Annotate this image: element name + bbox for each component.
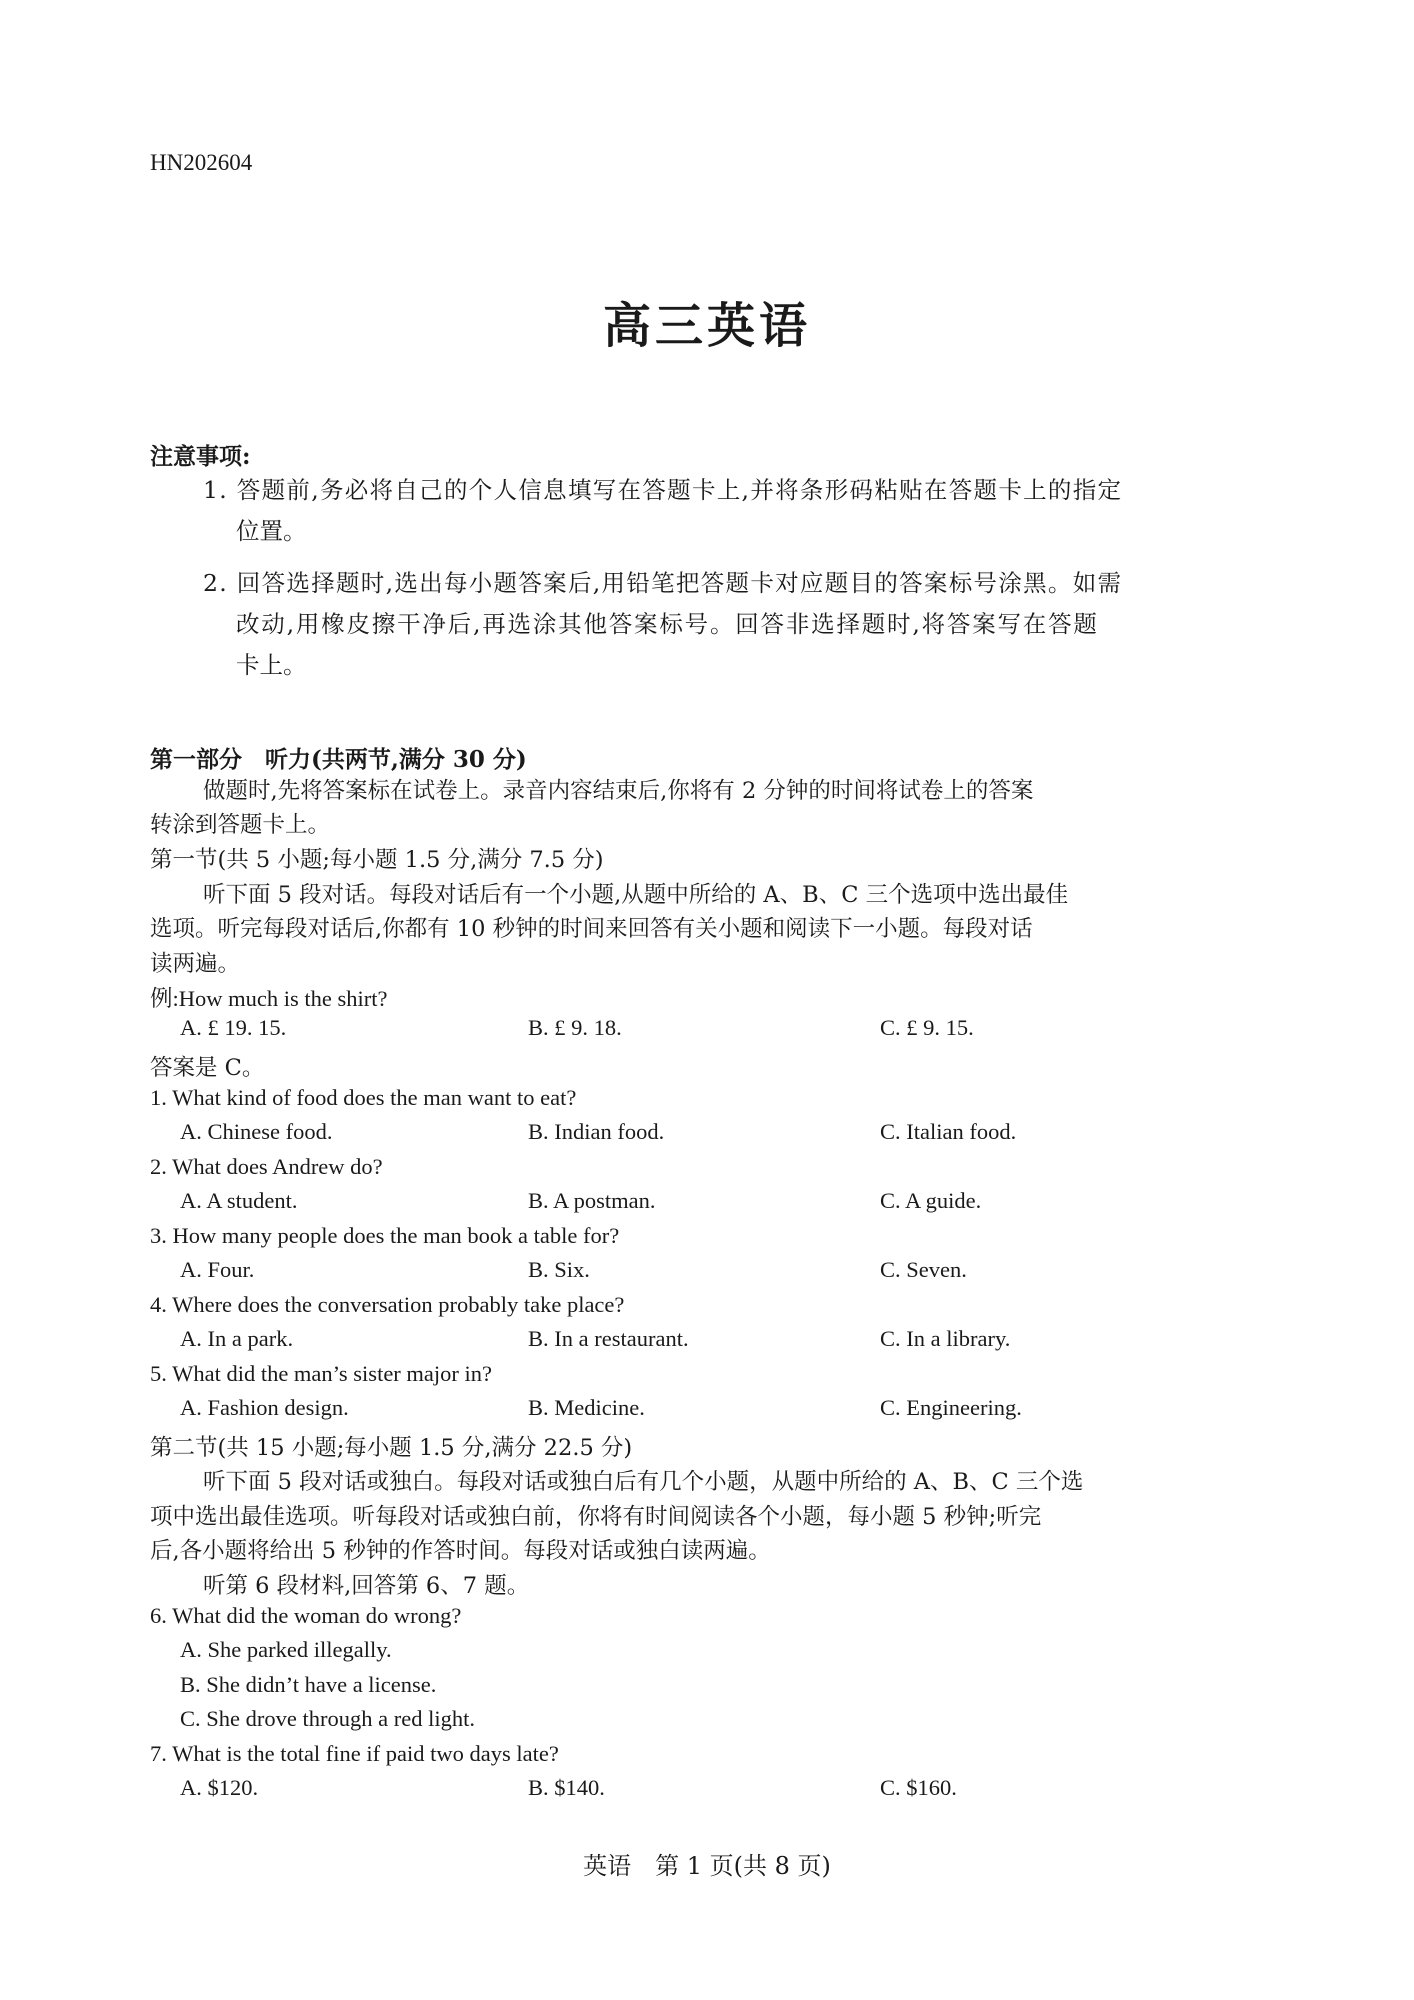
section1-intro-line-3: 读两遍。 — [150, 951, 241, 977]
question-4-option-a: A. In a park. — [180, 1326, 294, 1351]
example-question: 例:How much is the shirt? — [150, 986, 388, 1011]
page-title: 高三英语 — [602, 298, 811, 354]
question-4: 4. Where does the conversation probably take place? — [150, 1292, 625, 1317]
question-4-option-c: C. In a library. — [880, 1326, 1011, 1351]
notice-item-1-line-2: 位置。 — [236, 517, 307, 545]
material-6-instruction: 听第 6 段材料,回答第 6、7 题。 — [203, 1573, 530, 1599]
question-4-option-b: B. In a restaurant. — [528, 1326, 689, 1351]
question-5-option-c: C. Engineering. — [880, 1395, 1022, 1420]
question-1: 1. What kind of food does the man want to eat? — [150, 1085, 577, 1110]
question-3: 3. How many people does the man book a table for? — [150, 1223, 620, 1248]
page-footer: 英语 第 1 页(共 8 页) — [583, 1852, 831, 1880]
question-2-option-c: C. A guide. — [880, 1188, 982, 1213]
question-7-option-a: A. $120. — [180, 1775, 259, 1800]
question-7-option-b: B. $140. — [528, 1775, 605, 1800]
question-5-option-b: B. Medicine. — [528, 1395, 645, 1420]
question-6-option-c: C. She drove through a red light. — [180, 1706, 475, 1731]
notice-item-2-line-1: 2. 回答选择题时,选出每小题答案后,用铅笔把答题卡对应题目的答案标号涂黑。如需 — [203, 569, 1123, 597]
notice-item-2-line-3: 卡上。 — [236, 651, 307, 679]
question-1-option-c: C. Italian food. — [880, 1119, 1017, 1144]
section1-heading: 第一节(共 5 小题;每小题 1.5 分,满分 7.5 分) — [150, 847, 604, 873]
question-5-option-a: A. Fashion design. — [180, 1395, 349, 1420]
part1-intro-line-1: 做题时,先将答案标在试卷上。录音内容结束后,你将有 2 分钟的时间将试卷上的答案 — [203, 778, 1034, 804]
example-option-a: A. £ 19. 15. — [180, 1015, 287, 1040]
question-6-option-a: A. She parked illegally. — [180, 1637, 392, 1662]
question-6-option-b: B. She didn’t have a license. — [180, 1672, 437, 1697]
section2-intro-line-2: 项中选出最佳选项。听每段对话或独白前，你将有时间阅读各个小题，每小题 5 秒钟;听完 — [150, 1504, 1042, 1530]
question-6: 6. What did the woman do wrong? — [150, 1603, 462, 1628]
section2-intro-line-1: 听下面 5 段对话或独白。每段对话或独白后有几个小题，从题中所给的 A、B、C 三个选 — [203, 1469, 1084, 1495]
example-option-b: B. £ 9. 18. — [528, 1015, 622, 1040]
question-5: 5. What did the man’s sister major in? — [150, 1361, 493, 1386]
section1-intro-line-2: 选项。听完每段对话后,你都有 10 秒钟的时间来回答有关小题和阅读下一小题。每段对话 — [150, 916, 1033, 942]
section2-heading: 第二节(共 15 小题;每小题 1.5 分,满分 22.5 分) — [150, 1435, 633, 1461]
section1-intro-line-1: 听下面 5 段对话。每段对话后有一个小题,从题中所给的 A、B、C 三个选项中选出最佳 — [203, 882, 1069, 908]
question-7-option-c: C. $160. — [880, 1775, 957, 1800]
question-1-option-a: A. Chinese food. — [180, 1119, 333, 1144]
notice-item-1-line-1: 1. 答题前,务必将自己的个人信息填写在答题卡上,并将条形码粘贴在答题卡上的指定 — [203, 476, 1123, 504]
example-answer: 答案是 C。 — [150, 1055, 265, 1081]
notice-item-2-line-2: 改动,用橡皮擦干净后,再选涂其他答案标号。回答非选择题时,将答案写在答题 — [236, 610, 1099, 638]
part1-intro-line-2: 转涂到答题卡上。 — [150, 812, 331, 838]
question-1-option-b: B. Indian food. — [528, 1119, 665, 1144]
question-3-option-b: B. Six. — [528, 1257, 590, 1282]
exam-code: HN202604 — [150, 150, 253, 175]
question-2: 2. What does Andrew do? — [150, 1154, 383, 1179]
notice-heading: 注意事项: — [150, 443, 251, 470]
question-2-option-b: B. A postman. — [528, 1188, 656, 1213]
question-7: 7. What is the total fine if paid two days late? — [150, 1741, 559, 1766]
section2-intro-line-3: 后,各小题将给出 5 秒钟的作答时间。每段对话或独白读两遍。 — [150, 1538, 771, 1564]
example-option-c: C. £ 9. 15. — [880, 1015, 974, 1040]
question-2-option-a: A. A student. — [180, 1188, 298, 1213]
question-3-option-a: A. Four. — [180, 1257, 255, 1282]
question-3-option-c: C. Seven. — [880, 1257, 967, 1282]
part1-heading: 第一部分 听力(共两节,满分 30 分) — [150, 746, 527, 773]
